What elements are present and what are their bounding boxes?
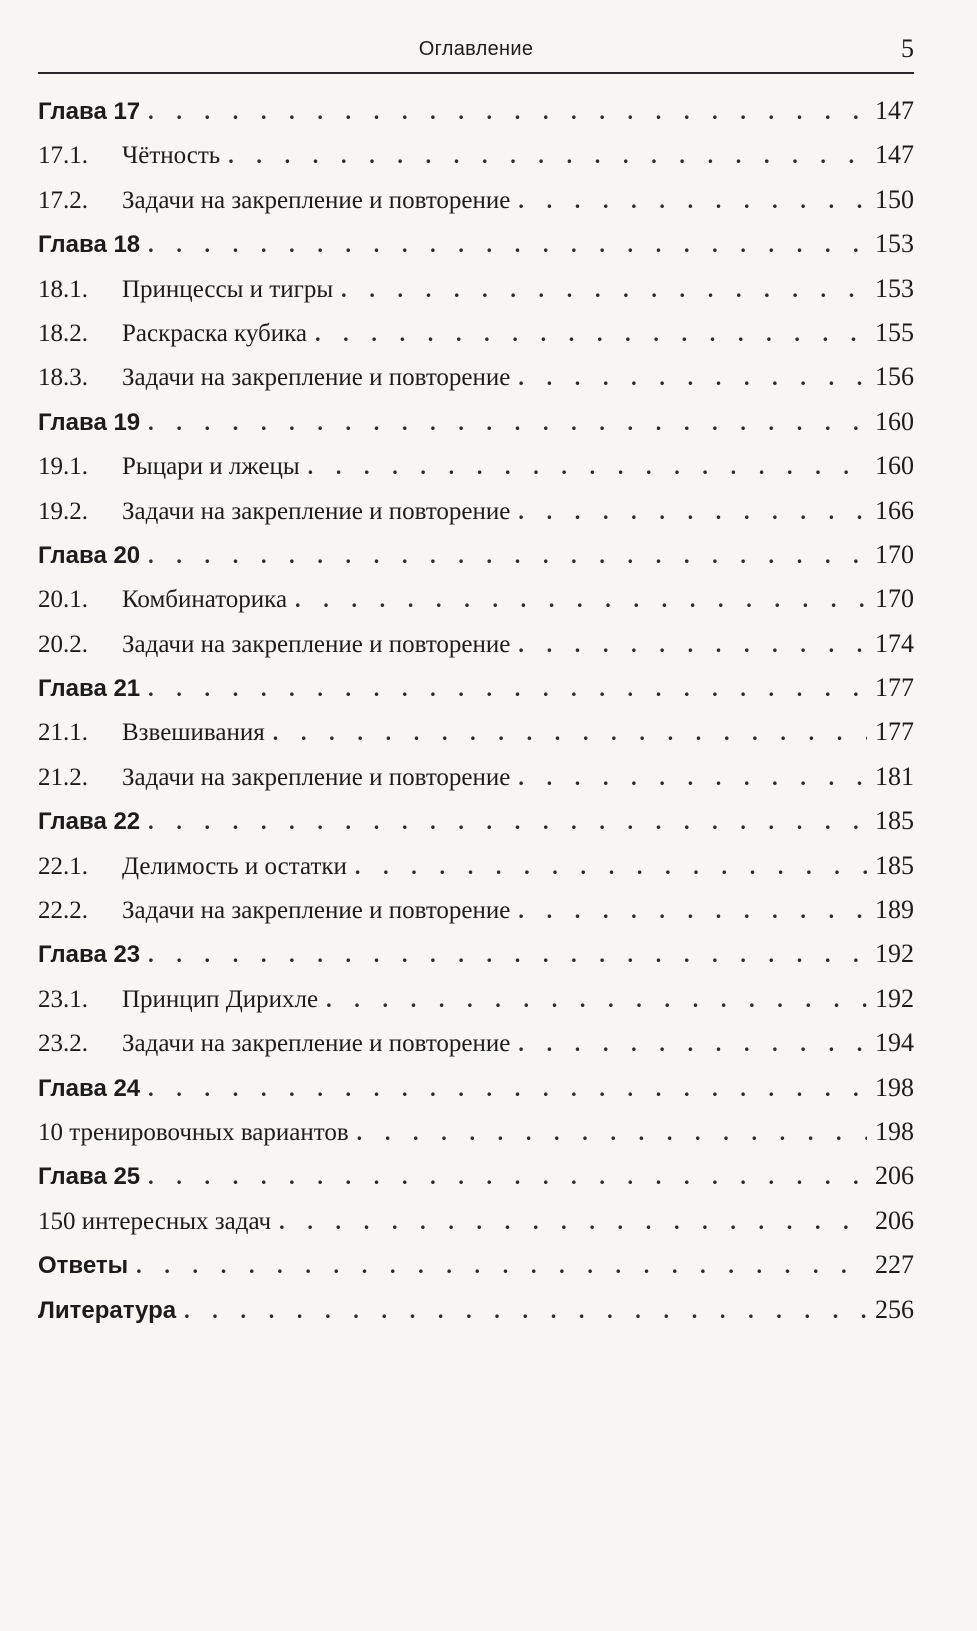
dot-leader (326, 985, 867, 1015)
toc-entry-title: 150 интересных задач (38, 1207, 272, 1235)
toc-entry-title: Делимость и остатки (122, 852, 347, 880)
toc-entry-title: Принцип Дирихле (122, 985, 319, 1013)
toc-chapter-entry (38, 229, 914, 273)
toc-section-entry (38, 629, 914, 673)
dot-leader (273, 718, 867, 748)
toc-entry-page: 256 (875, 1294, 914, 1324)
toc-chapter-entry (38, 1250, 914, 1294)
toc-chapter-entry (38, 939, 914, 983)
toc-entry-title: Задачи на закрепление и повторение (122, 897, 511, 925)
toc-entry-number: 19.2. (38, 497, 88, 525)
toc-section-entry (38, 140, 914, 184)
toc-entry-number: 17.2. (38, 186, 88, 214)
toc-chapter-entry (38, 1161, 914, 1205)
toc-entry-title: Задачи на закрепление и повторение (122, 186, 511, 214)
toc-entry-number: 21.2. (38, 763, 88, 791)
dot-leader (148, 230, 867, 260)
toc-section-entry (38, 762, 914, 806)
toc-section-entry (38, 1206, 914, 1250)
toc-entry-number: 21.1. (38, 719, 88, 747)
toc-section-entry (38, 584, 914, 628)
toc-entry-page: 194 (875, 1028, 914, 1058)
toc-entry-title: Задачи на закрепление и повторение (122, 630, 511, 658)
toc-entry-page: 174 (875, 628, 914, 658)
dot-leader (148, 408, 867, 438)
dot-leader (518, 497, 867, 527)
toc-entry-title: 10 тренировочных вариантов (38, 1118, 349, 1146)
toc-chapter-entry (38, 96, 914, 140)
toc-entry-title: Ответы (38, 1252, 129, 1280)
toc-entry-title: Принцессы и тигры (122, 275, 334, 303)
toc-entry-page: 170 (875, 539, 914, 569)
toc-entry-number: 23.2. (38, 1030, 88, 1058)
toc-entry-number: 18.1. (38, 275, 88, 303)
toc-section-entry (38, 496, 914, 540)
toc-entry-page: 185 (875, 806, 914, 836)
toc-entry-page: 227 (875, 1250, 914, 1280)
toc-entry-title: Глава 18 (38, 231, 141, 259)
dot-leader (518, 630, 867, 660)
toc-entry-title: Глава 20 (38, 541, 141, 569)
toc-entry-page: 147 (875, 140, 914, 170)
toc-entry-page: 198 (875, 1072, 914, 1102)
toc-section-entry (38, 185, 914, 229)
toc-entry-number: 20.2. (38, 630, 88, 658)
toc-entry-number: 23.1. (38, 985, 88, 1013)
toc-entry-page: 153 (875, 273, 914, 303)
toc-entry-page: 155 (875, 317, 914, 347)
running-header-title: Оглавление (418, 38, 534, 60)
running-header (38, 34, 914, 68)
toc-chapter-entry (38, 540, 914, 584)
toc-section-entry (38, 984, 914, 1028)
toc-section-entry (38, 895, 914, 939)
header-rule (38, 72, 914, 74)
dot-leader (518, 186, 867, 216)
toc-entry-number: 17.1. (38, 142, 88, 170)
dot-leader (228, 141, 867, 171)
dot-leader (148, 807, 867, 837)
toc-entry-page: 160 (875, 406, 914, 436)
dot-leader (518, 363, 867, 393)
dot-leader (518, 763, 867, 793)
dot-leader (148, 1074, 867, 1104)
toc-section-entry (38, 851, 914, 895)
toc-entry-number: 22.2. (38, 897, 88, 925)
toc-entry-page: 192 (875, 983, 914, 1013)
toc-entry-page: 206 (875, 1205, 914, 1235)
toc-entry-page: 153 (875, 229, 914, 259)
toc-entry-number: 19.1. (38, 453, 88, 481)
toc-entry-page: 185 (875, 850, 914, 880)
toc-entry-title: Задачи на закрепление и повторение (122, 763, 511, 791)
toc-entry-page: 206 (875, 1161, 914, 1191)
toc-entry-number: 20.1. (38, 586, 88, 614)
toc-chapter-entry (38, 806, 914, 850)
dot-leader (357, 1118, 867, 1148)
toc-section-entry (38, 1028, 914, 1072)
toc-chapter-entry (38, 1295, 914, 1339)
toc-section-entry (38, 362, 914, 406)
dot-leader (315, 319, 867, 349)
table-of-contents (38, 96, 914, 1339)
dot-leader (184, 1296, 867, 1326)
toc-entry-title: Взвешивания (122, 719, 265, 747)
toc-entry-title: Чётность (122, 142, 221, 170)
toc-entry-page: 192 (875, 939, 914, 969)
toc-entry-page: 177 (875, 717, 914, 747)
dot-leader (148, 541, 867, 571)
toc-entry-page: 170 (875, 584, 914, 614)
dot-leader (136, 1251, 867, 1281)
toc-entry-page: 177 (875, 673, 914, 703)
toc-entry-title: Задачи на закрепление и повторение (122, 497, 511, 525)
dot-leader (279, 1207, 867, 1237)
dot-leader (148, 1162, 867, 1192)
toc-section-entry (38, 451, 914, 495)
toc-chapter-entry (38, 407, 914, 451)
toc-entry-title: Глава 21 (38, 675, 141, 703)
toc-entry-title: Глава 19 (38, 408, 141, 436)
toc-entry-title: Комбинаторика (122, 586, 288, 614)
dot-leader (148, 97, 867, 127)
toc-entry-title: Глава 17 (38, 98, 141, 125)
toc-entry-page: 198 (875, 1116, 914, 1146)
toc-entry-title: Литература (38, 1296, 177, 1324)
toc-entry-number: 18.3. (38, 364, 88, 392)
dot-leader (518, 1029, 867, 1059)
dot-leader (148, 940, 867, 970)
toc-entry-title: Раскраска кубика (122, 319, 307, 347)
toc-entry-page: 147 (875, 96, 914, 125)
toc-entry-number: 22.1. (38, 852, 88, 880)
dot-leader (295, 585, 867, 615)
toc-chapter-entry (38, 1073, 914, 1117)
dot-leader (518, 896, 867, 926)
toc-entry-page: 189 (875, 895, 914, 925)
toc-section-entry (38, 318, 914, 362)
toc-entry-number: 18.2. (38, 319, 88, 347)
toc-entry-title: Глава 24 (38, 1074, 141, 1102)
toc-entry-page: 150 (875, 184, 914, 214)
dot-leader (148, 674, 867, 704)
toc-entry-page: 160 (875, 451, 914, 481)
toc-entry-title: Глава 25 (38, 1163, 141, 1191)
toc-entry-title: Глава 23 (38, 941, 141, 969)
toc-entry-page: 156 (875, 362, 914, 392)
page-number: 5 (901, 34, 914, 63)
toc-entry-title: Задачи на закрепление и повторение (122, 364, 511, 392)
toc-entry-page: 166 (875, 495, 914, 525)
toc-section-entry (38, 274, 914, 318)
toc-section-entry (38, 1117, 914, 1161)
toc-entry-title: Рыцари и лжецы (122, 453, 300, 481)
toc-entry-title: Глава 22 (38, 808, 141, 836)
toc-entry-title: Задачи на закрепление и повторение (122, 1030, 511, 1058)
dot-leader (341, 275, 867, 305)
toc-section-entry (38, 717, 914, 761)
dot-leader (355, 852, 867, 882)
dot-leader (308, 452, 867, 482)
toc-chapter-entry (38, 673, 914, 717)
toc-entry-page: 181 (875, 761, 914, 791)
